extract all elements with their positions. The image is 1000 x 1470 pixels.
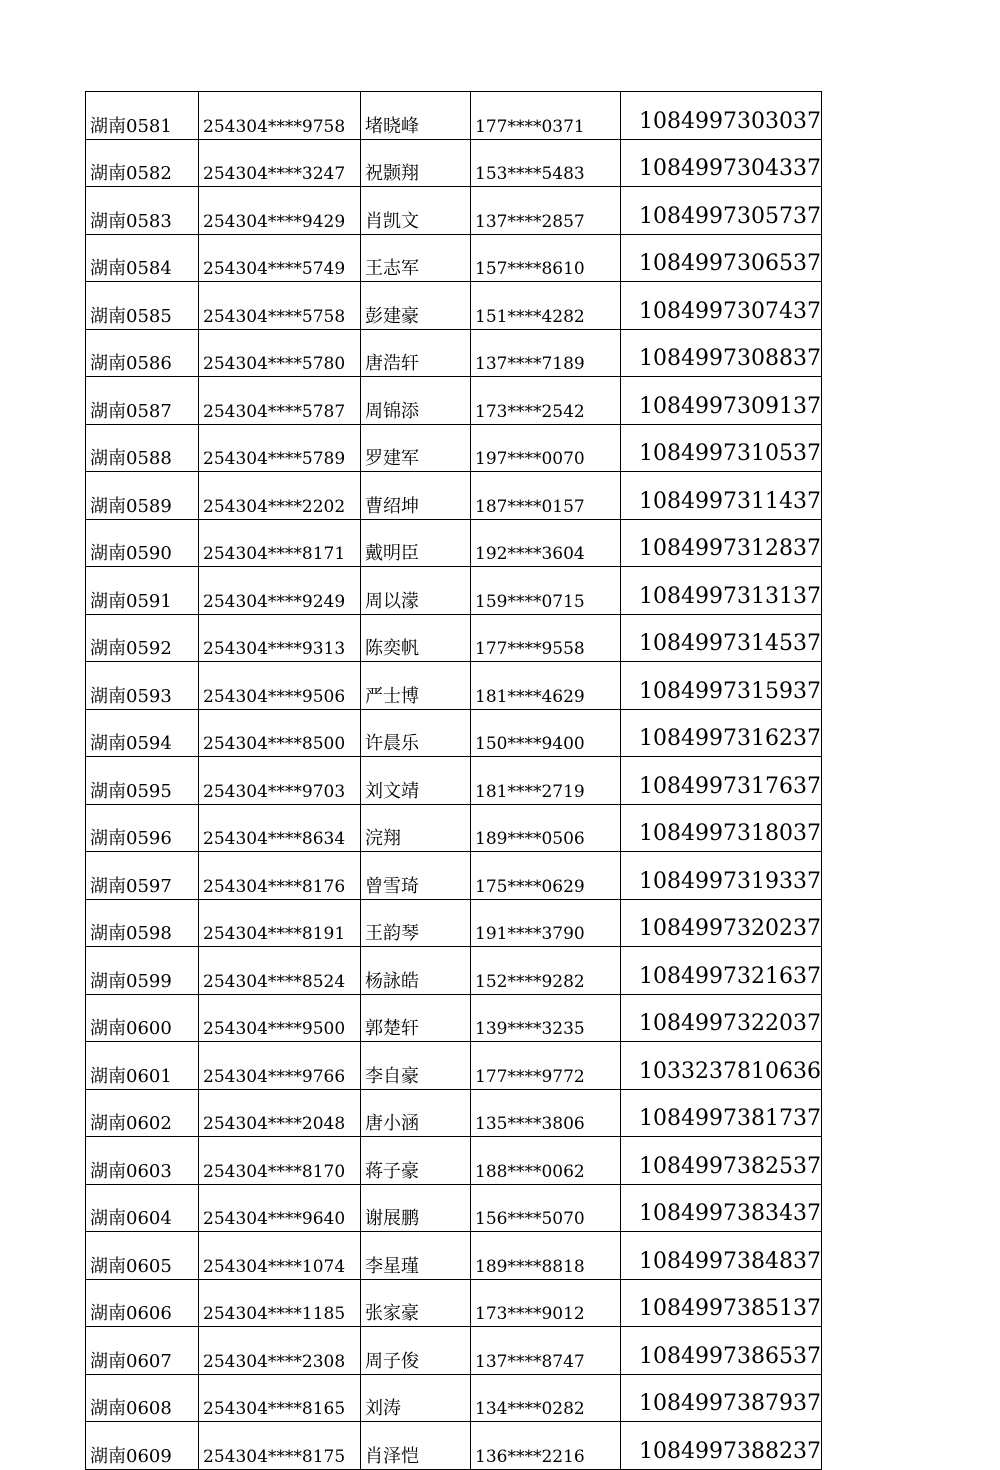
- table-row: [86, 852, 822, 900]
- phone-cell: 151****4282: [471, 282, 621, 330]
- name-cell: 唐浩轩: [361, 329, 471, 377]
- cert-number-cell: 254304****5749: [199, 234, 361, 282]
- tracking-number-cell: 1084997383437: [621, 1184, 822, 1232]
- name-cell: 周锦添: [361, 377, 471, 425]
- phone-cell: 134****0282: [471, 1374, 621, 1422]
- id-cell: 湖南0587: [86, 377, 199, 425]
- phone-cell: 181****4629: [471, 662, 621, 710]
- id-cell: 湖南0586: [86, 329, 199, 377]
- tracking-number-cell: 1084997303037: [621, 92, 822, 140]
- id-cell: 湖南0602: [86, 1089, 199, 1137]
- table-row: [86, 519, 822, 567]
- name-cell: 罗建军: [361, 424, 471, 472]
- cert-number-cell: 254304****8191: [199, 899, 361, 947]
- id-cell: 湖南0598: [86, 899, 199, 947]
- cert-number-cell: 254304****8634: [199, 804, 361, 852]
- id-cell: 湖南0592: [86, 614, 199, 662]
- tracking-number-cell: 1084997313137: [621, 567, 822, 615]
- cert-number-cell: 254304****9703: [199, 757, 361, 805]
- tracking-number-cell: 1084997305737: [621, 187, 822, 235]
- phone-cell: 188****0062: [471, 1137, 621, 1185]
- name-cell: 王韵琴: [361, 899, 471, 947]
- cert-number-cell: 254304****5789: [199, 424, 361, 472]
- table-row: [86, 947, 822, 995]
- id-cell: 湖南0607: [86, 1327, 199, 1375]
- phone-cell: 137****2857: [471, 187, 621, 235]
- tracking-number-cell: 1084997387937: [621, 1374, 822, 1422]
- tracking-number-cell: 1084997385137: [621, 1279, 822, 1327]
- phone-cell: 135****3806: [471, 1089, 621, 1137]
- tracking-number-cell: 1084997309137: [621, 377, 822, 425]
- tracking-number-cell: 1084997316237: [621, 709, 822, 757]
- id-cell: 湖南0582: [86, 139, 199, 187]
- tracking-number-cell: 1084997322037: [621, 994, 822, 1042]
- table-row: [86, 424, 822, 472]
- table-row: [86, 899, 822, 947]
- cert-number-cell: 254304****9758: [199, 92, 361, 140]
- name-cell: 郭楚轩: [361, 994, 471, 1042]
- id-cell: 湖南0605: [86, 1232, 199, 1280]
- name-cell: 戴明臣: [361, 519, 471, 567]
- phone-cell: 136****2216: [471, 1422, 621, 1470]
- id-cell: 湖南0601: [86, 1042, 199, 1090]
- table-row: [86, 567, 822, 615]
- tracking-number-cell: 1084997312837: [621, 519, 822, 567]
- phone-cell: 192****3604: [471, 519, 621, 567]
- phone-cell: 197****0070: [471, 424, 621, 472]
- name-cell: 肖凯文: [361, 187, 471, 235]
- table-row: [86, 234, 822, 282]
- id-cell: 湖南0608: [86, 1374, 199, 1422]
- tracking-number-cell: 1084997308837: [621, 329, 822, 377]
- tracking-number-cell: 1084997315937: [621, 662, 822, 710]
- cert-number-cell: 254304****1185: [199, 1279, 361, 1327]
- phone-cell: 189****8818: [471, 1232, 621, 1280]
- table-row: [86, 139, 822, 187]
- phone-cell: 177****9558: [471, 614, 621, 662]
- id-cell: 湖南0597: [86, 852, 199, 900]
- id-cell: 湖南0609: [86, 1422, 199, 1470]
- cert-number-cell: 254304****5787: [199, 377, 361, 425]
- cert-number-cell: 254304****5780: [199, 329, 361, 377]
- table-row: [86, 92, 822, 140]
- id-cell: 湖南0593: [86, 662, 199, 710]
- tracking-number-cell: 1084997318037: [621, 804, 822, 852]
- table-body: [86, 92, 822, 1470]
- id-cell: 湖南0589: [86, 472, 199, 520]
- cert-number-cell: 254304****9429: [199, 187, 361, 235]
- name-cell: 彭建豪: [361, 282, 471, 330]
- name-cell: 谢展鹏: [361, 1184, 471, 1232]
- id-cell: 湖南0590: [86, 519, 199, 567]
- table-row: [86, 1089, 822, 1137]
- id-cell: 湖南0603: [86, 1137, 199, 1185]
- table-row: [86, 472, 822, 520]
- tracking-number-cell: 1084997307437: [621, 282, 822, 330]
- name-cell: 许晨乐: [361, 709, 471, 757]
- phone-cell: 139****3235: [471, 994, 621, 1042]
- cert-number-cell: 254304****2202: [199, 472, 361, 520]
- id-cell: 湖南0588: [86, 424, 199, 472]
- tracking-number-cell: 1084997382537: [621, 1137, 822, 1185]
- cert-number-cell: 254304****8171: [199, 519, 361, 567]
- phone-cell: 159****0715: [471, 567, 621, 615]
- cert-number-cell: 254304****9249: [199, 567, 361, 615]
- id-cell: 湖南0583: [86, 187, 199, 235]
- cert-number-cell: 254304****8176: [199, 852, 361, 900]
- cert-number-cell: 254304****9313: [199, 614, 361, 662]
- phone-cell: 177****9772: [471, 1042, 621, 1090]
- phone-cell: 181****2719: [471, 757, 621, 805]
- tracking-number-cell: 1084997386537: [621, 1327, 822, 1375]
- phone-cell: 157****8610: [471, 234, 621, 282]
- name-cell: 曾雪琦: [361, 852, 471, 900]
- name-cell: 堵晓峰: [361, 92, 471, 140]
- table-row: [86, 1184, 822, 1232]
- id-cell: 湖南0604: [86, 1184, 199, 1232]
- phone-cell: 152****9282: [471, 947, 621, 995]
- table-row: [86, 757, 822, 805]
- id-cell: 湖南0594: [86, 709, 199, 757]
- phone-cell: 137****8747: [471, 1327, 621, 1375]
- cert-number-cell: 254304****3247: [199, 139, 361, 187]
- phone-cell: 153****5483: [471, 139, 621, 187]
- cert-number-cell: 254304****2048: [199, 1089, 361, 1137]
- id-cell: 湖南0600: [86, 994, 199, 1042]
- tracking-number-cell: 1084997388237: [621, 1422, 822, 1470]
- tracking-number-cell: 1084997320237: [621, 899, 822, 947]
- table-row: [86, 329, 822, 377]
- name-cell: 王志军: [361, 234, 471, 282]
- table-row: [86, 709, 822, 757]
- name-cell: 周以濛: [361, 567, 471, 615]
- name-cell: 陈奕帆: [361, 614, 471, 662]
- id-cell: 湖南0584: [86, 234, 199, 282]
- cert-number-cell: 254304****9500: [199, 994, 361, 1042]
- name-cell: 曹绍坤: [361, 472, 471, 520]
- tracking-number-cell: 1084997311437: [621, 472, 822, 520]
- tracking-number-cell: 1033237810636: [621, 1042, 822, 1090]
- table-row: [86, 994, 822, 1042]
- name-cell: 祝颢翔: [361, 139, 471, 187]
- name-cell: 刘文靖: [361, 757, 471, 805]
- table-row: [86, 662, 822, 710]
- cert-number-cell: 254304****8500: [199, 709, 361, 757]
- name-cell: 浣翔: [361, 804, 471, 852]
- table-row: [86, 282, 822, 330]
- phone-cell: 177****0371: [471, 92, 621, 140]
- cert-number-cell: 254304****1074: [199, 1232, 361, 1280]
- tracking-number-cell: 1084997317637: [621, 757, 822, 805]
- phone-cell: 191****3790: [471, 899, 621, 947]
- table-row: [86, 1232, 822, 1280]
- tracking-number-cell: 1084997310537: [621, 424, 822, 472]
- cert-number-cell: 254304****9640: [199, 1184, 361, 1232]
- data-table: [85, 91, 822, 1470]
- cert-number-cell: 254304****9506: [199, 662, 361, 710]
- name-cell: 李星瑾: [361, 1232, 471, 1280]
- phone-cell: 137****7189: [471, 329, 621, 377]
- table-row: [86, 1374, 822, 1422]
- id-cell: 湖南0599: [86, 947, 199, 995]
- name-cell: 蒋子豪: [361, 1137, 471, 1185]
- id-cell: 湖南0595: [86, 757, 199, 805]
- name-cell: 严士博: [361, 662, 471, 710]
- name-cell: 刘涛: [361, 1374, 471, 1422]
- tracking-number-cell: 1084997384837: [621, 1232, 822, 1280]
- name-cell: 张家豪: [361, 1279, 471, 1327]
- cert-number-cell: 254304****9766: [199, 1042, 361, 1090]
- cert-number-cell: 254304****8170: [199, 1137, 361, 1185]
- phone-cell: 175****0629: [471, 852, 621, 900]
- name-cell: 杨詠皓: [361, 947, 471, 995]
- id-cell: 湖南0581: [86, 92, 199, 140]
- name-cell: 肖泽恺: [361, 1422, 471, 1470]
- phone-cell: 187****0157: [471, 472, 621, 520]
- tracking-number-cell: 1084997319337: [621, 852, 822, 900]
- tracking-number-cell: 1084997306537: [621, 234, 822, 282]
- name-cell: 唐小涵: [361, 1089, 471, 1137]
- phone-cell: 156****5070: [471, 1184, 621, 1232]
- tracking-number-cell: 1084997381737: [621, 1089, 822, 1137]
- tracking-number-cell: 1084997314537: [621, 614, 822, 662]
- table-row: [86, 1279, 822, 1327]
- cert-number-cell: 254304****8175: [199, 1422, 361, 1470]
- phone-cell: 189****0506: [471, 804, 621, 852]
- phone-cell: 150****9400: [471, 709, 621, 757]
- id-cell: 湖南0606: [86, 1279, 199, 1327]
- cert-number-cell: 254304****8524: [199, 947, 361, 995]
- tracking-number-cell: 1084997321637: [621, 947, 822, 995]
- table-row: [86, 377, 822, 425]
- id-cell: 湖南0596: [86, 804, 199, 852]
- tracking-number-cell: 1084997304337: [621, 139, 822, 187]
- cert-number-cell: 254304****2308: [199, 1327, 361, 1375]
- phone-cell: 173****2542: [471, 377, 621, 425]
- name-cell: 李自豪: [361, 1042, 471, 1090]
- table-row: [86, 1327, 822, 1375]
- cert-number-cell: 254304****8165: [199, 1374, 361, 1422]
- table-row: [86, 1422, 822, 1470]
- id-cell: 湖南0591: [86, 567, 199, 615]
- table-row: [86, 804, 822, 852]
- table-row: [86, 1042, 822, 1090]
- phone-cell: 173****9012: [471, 1279, 621, 1327]
- table-row: [86, 1137, 822, 1185]
- id-cell: 湖南0585: [86, 282, 199, 330]
- name-cell: 周子俊: [361, 1327, 471, 1375]
- table-row: [86, 614, 822, 662]
- table-row: [86, 187, 822, 235]
- cert-number-cell: 254304****5758: [199, 282, 361, 330]
